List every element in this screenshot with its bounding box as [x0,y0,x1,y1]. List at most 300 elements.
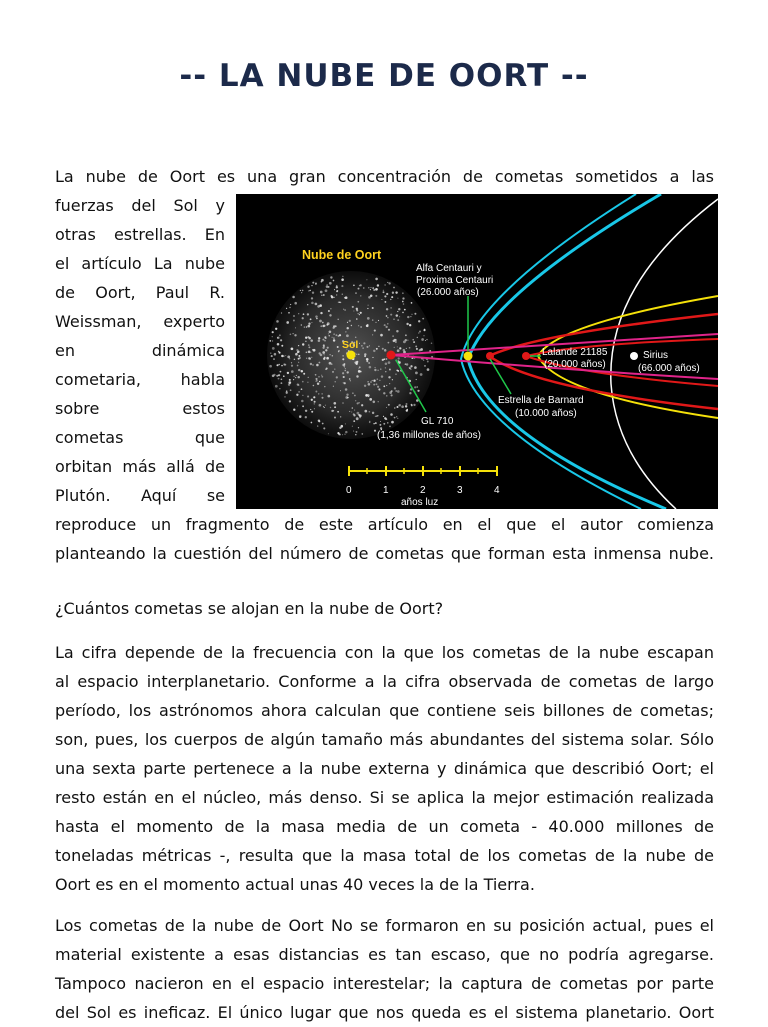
cloud-speck [388,329,390,331]
cloud-speck [375,422,377,424]
cloud-speck [277,343,280,346]
cloud-speck [375,295,377,297]
cloud-speck [317,383,319,385]
cloud-speck [384,295,386,297]
cloud-speck [381,375,383,377]
cloud-speck [414,386,416,388]
cloud-speck [407,409,409,411]
cloud-speck [299,357,301,359]
lalande-label-line2: (20.000 años) [544,359,606,370]
alfa-label-line1: Alfa Centauri y [416,263,482,274]
cloud-speck [355,434,356,435]
cloud-speck [394,407,395,408]
cloud-speck [281,365,283,367]
cloud-speck [402,312,404,314]
cloud-speck [353,431,354,432]
cloud-speck [295,327,296,328]
cloud-speck [314,403,315,404]
cloud-speck [410,316,411,317]
cloud-speck [333,337,335,339]
cloud-speck [358,427,359,428]
cloud-speck [311,422,313,424]
cloud-speck [350,380,351,381]
cloud-speck [356,354,357,355]
cloud-speck [341,285,343,287]
cloud-speck [344,382,346,384]
cloud-speck [383,385,385,387]
cloud-speck [364,410,367,413]
cloud-speck [372,357,373,358]
cloud-speck [370,287,371,288]
cloud-speck [313,385,315,387]
cloud-speck [377,386,379,388]
cloud-speck [368,305,369,306]
cloud-speck [318,340,321,343]
cloud-speck [396,406,398,408]
cloud-speck [342,358,344,360]
cloud-speck [279,334,281,336]
cloud-speck [389,383,390,384]
cloud-speck [381,299,382,300]
cloud-speck [405,405,407,407]
cloud-speck [361,345,362,346]
cloud-speck [342,355,343,356]
cloud-speck [298,345,299,346]
cloud-speck [301,400,304,403]
cloud-speck [315,315,318,318]
cloud-speck [295,353,298,356]
cloud-speck [307,382,308,383]
cloud-speck [311,285,312,286]
cloud-speck [367,381,369,383]
cloud-speck [423,360,424,361]
cloud-speck [378,320,379,321]
cloud-speck [279,351,281,353]
cloud-speck [385,358,387,360]
cloud-speck [349,320,351,322]
cloud-speck [272,347,275,350]
cloud-speck [345,368,346,369]
cloud-speck [396,369,398,371]
cloud-speck [394,347,395,348]
answer-paragraph: La cifra depende de la frecuencia con la que los cometas de la nube escapan al espacio interplanetario. Conforme a la cifra observada de cometas de largo período, los astrónomos ahora calculan que contiene seis billones de cometas; son, pues, los cuerpos de algún tamaño más abundantes del sistema solar. Sólo una sexta parte pertenece a la nube externa y dinámica que describió Oort; el resto están en el núcleo, más denso. Si se aplica la mejor estimación realizada hasta el momento de la masa media de un cometa - 40.000 millones de toneladas métricas -, resulta que la masa total de los cometas de la nube de Oort es en el momento actual unas 40 veces la de la Tierra. [55,643,714,894]
cloud-speck [411,302,413,304]
cloud-speck [275,385,278,388]
cloud-speck [395,390,397,392]
cloud-speck [272,340,273,341]
cloud-speck [360,371,362,373]
cloud-speck [386,315,388,317]
cloud-speck [344,434,345,435]
cloud-speck [358,288,360,290]
cloud-speck [395,291,397,293]
cloud-speck [316,364,319,367]
cloud-speck [333,402,336,405]
cloud-speck [383,291,385,293]
cloud-speck [345,296,348,299]
cloud-speck [296,394,298,396]
cloud-speck [358,313,359,314]
cloud-speck [321,376,323,378]
cloud-speck [307,336,309,338]
cloud-speck [272,331,274,333]
cloud-speck [369,422,371,424]
cloud-speck [297,405,298,406]
cloud-speck [278,364,280,366]
cloud-speck [373,384,375,386]
cloud-speck [315,303,318,306]
cloud-speck [302,290,304,292]
cloud-speck [332,371,334,373]
cloud-speck [336,294,337,295]
cloud-speck [388,342,390,344]
cloud-speck [384,324,386,326]
cloud-speck [276,375,278,377]
cloud-speck [288,312,290,314]
cloud-speck [289,358,290,359]
cloud-speck [397,298,398,299]
cloud-speck [355,292,356,293]
cloud-speck [362,347,364,349]
cloud-speck [339,302,341,304]
cloud-speck [377,370,378,371]
cloud-speck [359,314,360,315]
cloud-speck [286,390,288,392]
cloud-speck [374,367,375,368]
cloud-speck [396,330,398,332]
cloud-speck [358,325,359,326]
cloud-speck [277,337,278,338]
cloud-speck [322,351,325,354]
cloud-speck [342,372,344,374]
cloud-speck [383,358,385,360]
scale-tick-4: 4 [494,485,500,496]
cloud-speck [415,372,418,375]
cloud-speck [390,299,391,300]
cloud-speck [405,363,407,365]
cloud-speck [307,325,310,328]
cloud-speck [372,334,373,335]
cloud-speck [320,325,322,327]
cloud-speck [410,365,412,367]
cloud-speck [405,334,407,336]
cloud-speck [288,384,290,386]
cloud-speck [305,410,307,412]
cloud-speck [302,405,304,407]
cloud-speck [276,320,279,323]
cloud-speck [340,390,341,391]
cloud-speck [365,395,367,397]
cloud-speck [333,325,335,327]
cloud-speck [402,292,403,293]
lalande-star [522,352,530,360]
cloud-speck [388,282,390,284]
oort-cloud-figure [236,194,718,509]
cloud-speck [373,289,375,291]
cloud-speck [403,349,405,351]
cloud-speck [390,307,392,309]
cloud-speck [410,380,412,382]
cloud-speck [333,386,334,387]
cloud-speck [330,407,331,408]
cloud-speck [325,338,326,339]
scale-unit-label: años luz [401,497,439,508]
cloud-speck [315,378,317,380]
cloud-speck [342,364,345,367]
cloud-speck [314,408,315,409]
cloud-speck [406,403,408,405]
cloud-speck [363,287,364,288]
cloud-speck [418,332,419,333]
cloud-speck [298,313,299,314]
cloud-speck [370,294,373,297]
cloud-speck [318,337,320,339]
cloud-speck [358,354,359,355]
cloud-speck [397,390,400,393]
cloud-speck [330,308,331,309]
cloud-speck [379,424,381,426]
cloud-speck [291,370,294,373]
cloud-speck [321,295,322,296]
cloud-speck [320,312,322,314]
cloud-speck [352,306,354,308]
cloud-speck [273,358,275,360]
cloud-speck [361,433,363,435]
cloud-speck [289,400,291,402]
cloud-speck [411,404,413,406]
cloud-speck [369,366,372,369]
cloud-speck [342,434,343,435]
cloud-speck [334,289,335,290]
cloud-speck [372,319,373,320]
cloud-speck [329,362,332,365]
cloud-speck [401,405,404,408]
cloud-speck [417,386,418,387]
cloud-speck [323,346,324,347]
cloud-speck [323,427,325,429]
cloud-speck [385,371,386,372]
cloud-speck [292,296,295,299]
cloud-speck [383,416,384,417]
cloud-speck [398,357,400,359]
cloud-speck [320,304,322,306]
cloud-speck [307,313,309,315]
cloud-speck [406,363,408,365]
cloud-speck [286,392,288,394]
scale-tick-1: 1 [383,485,389,496]
cloud-speck [312,364,313,365]
cloud-speck [374,369,376,371]
cloud-speck [315,283,317,285]
cloud-speck [366,279,367,280]
sol-label: Sol [342,339,359,351]
cloud-speck [354,410,355,411]
cloud-speck [321,375,322,376]
cloud-speck [387,317,388,318]
cloud-speck [272,336,273,337]
cloud-speck [326,324,328,326]
cloud-speck [347,327,349,329]
cloud-speck [431,343,432,344]
cloud-speck [283,375,285,377]
cloud-speck [409,392,411,394]
cloud-speck [414,313,416,315]
cloud-speck [398,405,399,406]
cloud-speck [296,349,298,351]
cloud-speck [357,301,359,303]
cloud-speck [372,287,374,289]
cloud-speck [333,333,334,334]
cloud-speck [356,318,358,320]
cloud-speck [366,324,369,327]
cloud-speck [343,309,344,310]
final-paragraph: Los cometas de la nube de Oort No se formaron en su posición actual, pues el material existente a esas distancias es tan escaso, que no podría agregarse. Tampoco nacieron en el espacio interestelar; la captura de cometas por parte del Sol es ineficaz. El único lugar que nos queda es el sistema planetario. Oort [55,916,714,1022]
cloud-speck [302,317,304,319]
cloud-speck [412,339,414,341]
cloud-speck [318,393,319,394]
cloud-speck [347,371,349,373]
cloud-speck [373,379,375,381]
cloud-speck [357,402,359,404]
cloud-speck [311,399,313,401]
cloud-speck [329,335,330,336]
cloud-speck [340,416,341,417]
cloud-speck [427,368,430,371]
cloud-speck [319,352,321,354]
cloud-speck [369,398,372,401]
cloud-speck [321,397,323,399]
cloud-speck [359,343,360,344]
cloud-speck [366,360,368,362]
cloud-speck [325,369,327,371]
cloud-speck [379,380,380,381]
cloud-speck [345,396,348,399]
cloud-speck [314,401,316,403]
cloud-speck [286,321,289,324]
cloud-speck [426,339,427,340]
cloud-speck [312,292,314,294]
cloud-speck [403,303,405,305]
cloud-speck [355,400,356,401]
cloud-speck [384,349,387,352]
cloud-speck [368,362,370,364]
cloud-speck [311,357,312,358]
cloud-speck [404,309,406,311]
cloud-speck [406,323,408,325]
cloud-speck [294,376,295,377]
cloud-speck [309,290,310,291]
cloud-speck [373,350,375,352]
cloud-speck [349,411,350,412]
cloud-speck [396,314,398,316]
cloud-speck [328,433,329,434]
cloud-speck [421,338,424,341]
cloud-speck [293,379,294,380]
cloud-speck [319,381,321,383]
cloud-speck [315,391,317,393]
cloud-speck [376,383,378,385]
cloud-speck [283,363,285,365]
cloud-speck [298,369,300,371]
cloud-speck [332,337,333,338]
cloud-speck [332,355,334,357]
cloud-speck [329,314,331,316]
cloud-speck [393,318,395,320]
cloud-speck [285,355,286,356]
cloud-speck [418,320,420,322]
cloud-speck [394,417,396,419]
cloud-speck [319,404,322,407]
cloud-speck [324,407,325,408]
cloud-speck [339,427,341,429]
cloud-speck [287,356,290,359]
cloud-speck [337,346,339,348]
cloud-speck [413,341,415,343]
cloud-speck [391,394,393,396]
cloud-speck [364,385,366,387]
cloud-speck [397,418,398,419]
cloud-speck [316,318,318,320]
cloud-speck [424,329,426,331]
cloud-speck [342,276,343,277]
cloud-speck [368,383,371,386]
distance-scale-bar [349,466,497,476]
cloud-speck [358,368,359,369]
cloud-speck [388,376,390,378]
cloud-speck [308,351,311,354]
cloud-speck [407,316,409,318]
cloud-speck [334,297,335,298]
cloud-speck [290,334,292,336]
cloud-speck [386,308,388,310]
cloud-speck [356,417,359,420]
cloud-speck [307,286,309,288]
cloud-speck [394,339,396,341]
cloud-speck [306,351,308,353]
cloud-speck [417,390,419,392]
barnard-star [486,352,494,360]
cloud-speck [356,375,358,377]
cloud-speck [287,372,289,374]
cloud-speck [319,320,322,323]
cloud-speck [377,284,379,286]
cloud-speck [393,287,395,289]
cloud-speck [337,411,339,413]
cloud-speck [315,374,317,376]
cloud-speck [385,362,388,365]
cloud-speck [380,421,381,422]
cloud-speck [354,361,356,363]
sirius-label-line2: (66.000 años) [638,363,700,374]
cloud-speck [313,396,315,398]
cloud-speck [280,339,282,341]
cloud-speck [355,336,357,338]
cloud-speck [427,361,429,363]
cloud-speck [337,319,338,320]
cloud-speck [284,396,285,397]
cloud-speck [322,339,324,341]
cloud-speck [363,342,365,344]
cloud-speck [341,278,344,281]
cloud-speck [375,278,378,281]
cloud-speck [406,348,407,349]
cloud-speck [419,330,421,332]
cloud-speck [323,294,325,296]
cloud-speck [318,362,320,364]
cloud-speck [392,379,393,380]
cloud-speck [388,361,391,364]
cloud-speck [372,412,374,414]
